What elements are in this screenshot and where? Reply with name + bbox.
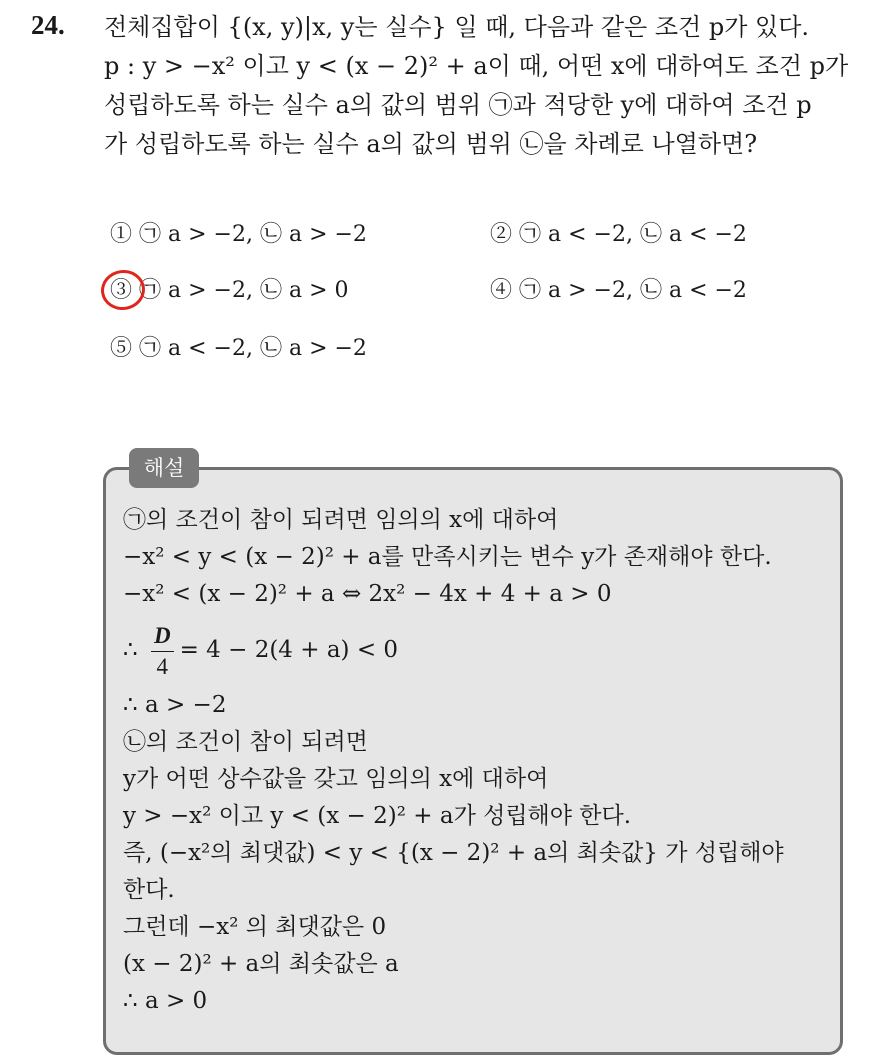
solution-line: ㉠의 조건이 참이 되려면 임의의 x에 대하여: [123, 507, 559, 533]
fraction: [151, 621, 174, 682]
solution-line: (x − 2)² + a의 최솟값은 a: [123, 951, 399, 977]
choice-text: ㉠ a > −2, ㉡ a > −2: [139, 222, 367, 247]
fraction-denominator: 4: [156, 653, 169, 679]
solution-line: −x² < (x − 2)² + a ⇔ 2x² − 4x + 4 + a > 0: [123, 581, 612, 607]
choice-number: ⑤: [110, 336, 133, 361]
therefore-symbol: ∴: [123, 637, 145, 663]
choice-number: ②: [490, 222, 513, 247]
solution-tag: 해설: [129, 448, 199, 488]
choice-number: ③: [110, 278, 133, 303]
stem-line: 전체집합이 {(x, y)|x, y는 실수} 일 때, 다음과 같은 조건 p가 있다.: [104, 13, 810, 41]
fraction-rest: = 4 − 2(4 + a) < 0: [179, 637, 399, 663]
fraction-numerator: D: [151, 621, 174, 652]
choice-3[interactable]: [110, 271, 349, 311]
solution-line: ㉡의 조건이 참이 되려면: [123, 729, 368, 755]
choice-text: ㉠ a > −2, ㉡ a < −2: [519, 278, 747, 303]
question-number: 24.: [31, 10, 65, 40]
choice-5[interactable]: [110, 329, 367, 369]
stem-line: 성립하도록 하는 실수 a의 값의 범위 ㉠과 적당한 y에 대하여 조건 p: [104, 91, 812, 119]
solution-line: y > −x² 이고 y < (x − 2)² + a가 성립해야 한다.: [123, 803, 632, 829]
choice-1[interactable]: [110, 215, 367, 255]
choice-text: ㉠ a < −2, ㉡ a < −2: [519, 222, 747, 247]
solution-line: 한다.: [123, 877, 175, 903]
solution-content: [123, 502, 833, 1020]
choice-2[interactable]: [490, 215, 747, 255]
solution-line: 그런데 −x² 의 최댓값은 0: [123, 914, 387, 940]
solution-fraction-line: [123, 613, 833, 687]
solution-line: 즉, (−x²의 최댓값) < y < {(x − 2)² + a의 최솟값} 가 성립해야: [123, 840, 784, 866]
solution-line: y가 어떤 상수값을 갖고 임의의 x에 대하여: [123, 766, 549, 792]
solution-line: ∴ a > −2: [123, 692, 227, 718]
choice-number: ①: [110, 222, 133, 247]
choice-text: ㉠ a > −2, ㉡ a > 0: [139, 278, 349, 303]
choice-number: ④: [490, 278, 513, 303]
stem-line: 가 성립하도록 하는 실수 a의 값의 범위 ㉡을 차례로 나열하면?: [104, 130, 758, 158]
choice-4[interactable]: [490, 271, 747, 311]
stem-line: p : y > −x² 이고 y < (x − 2)² + a이 때, 어떤 x에 대하여도 조건 p가: [104, 52, 849, 80]
solution-line: −x² < y < (x − 2)² + a를 만족시키는 변수 y가 존재해야 한다.: [123, 544, 772, 570]
choice-text: ㉠ a < −2, ㉡ a > −2: [139, 336, 367, 361]
solution-line: ∴ a > 0: [123, 988, 208, 1014]
question-stem: [104, 8, 874, 164]
